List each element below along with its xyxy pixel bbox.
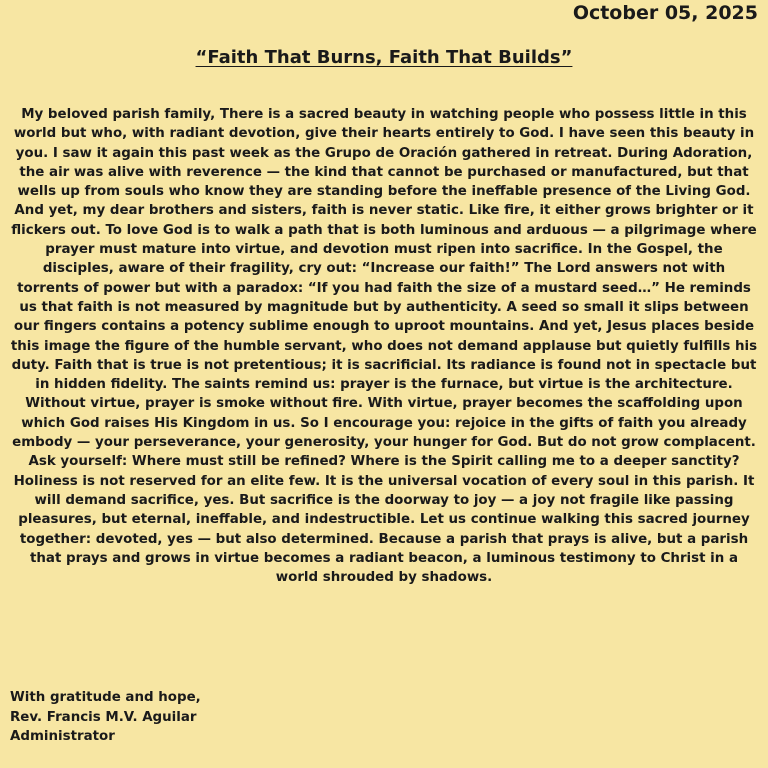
closing-line: With gratitude and hope,	[10, 690, 201, 705]
signature-block	[10, 688, 201, 747]
signatory-role: Administrator	[10, 729, 115, 744]
signatory-name: Rev. Francis M.V. Aguilar	[10, 709, 197, 725]
letter-title	[0, 46, 768, 70]
letter-body: My beloved parish family, There is a sacred beauty in watching people who possess little in this world but who, with radiant devotion, give their hearts entirely to God. I have seen this beauty in you. I saw it again this past week as the Grupo de Oración gathered in retreat. During Adoration, the air was alive with reverence — the kind that cannot be purchased or manufactured, but that wells up from souls who know they are standing before the ineffable presence of the Living God. And yet, my dear brothers and sisters, faith is never static. Like fire, it either grows brighter or it flickers out. To love God is to walk a path that is both luminous and arduous — a pilgrimage where prayer must mature into virtue, and devotion must ripen into sacrifice. In the Gospel, the disciples, aware of their fragility, cry out: “Increase our faith!” The Lord answers not with torrents of power but with a paradox: “If you had faith the size of a mustard seed…” He reminds us that faith is not measured by magnitude but by authenticity. A seed so small it slips between our fingers contains a potency sublime enough to uproot mountains. And yet, Jesus places beside this image the figure of the humble servant, who does not demand applause but quietly fulfills his duty. Faith that is true is not pretentious; it is sacrificial. Its radiance is found not in spectacle but in hidden fidelity. The saints remind us: prayer is the furnace, but virtue is the architecture. Without virtue, prayer is smoke without fire. With virtue, prayer becomes the scaffolding upon which God raises His Kingdom in us. So I encourage you: rejoice in the gifts of faith you already embody — your perseverance, your generosity, your hunger for God. But do not grow complacent. Ask yourself: Where must still be refined? Where is the Spirit calling me to a deeper sanctity? Holiness is not reserved for an elite few. It is the universal vocation of every soul in this parish. It will demand sacrifice, yes. But sacrifice is the doorway to joy — a joy not fragile like passing pleasures, but eternal, ineffable, and indestructible. Let us continue walking this sacred journey together: devoted, yes — but also determined. Because a parish that prays is alive, but a parish that prays and grows in virtue becomes a radiant beacon, a luminous testimony to Christ in a world shrouded by shadows.	[10, 107, 758, 586]
letter-date: October 05, 2025	[572, 2, 758, 24]
letter-title-text: “Faith That Burns, Faith That Builds”	[195, 47, 573, 68]
